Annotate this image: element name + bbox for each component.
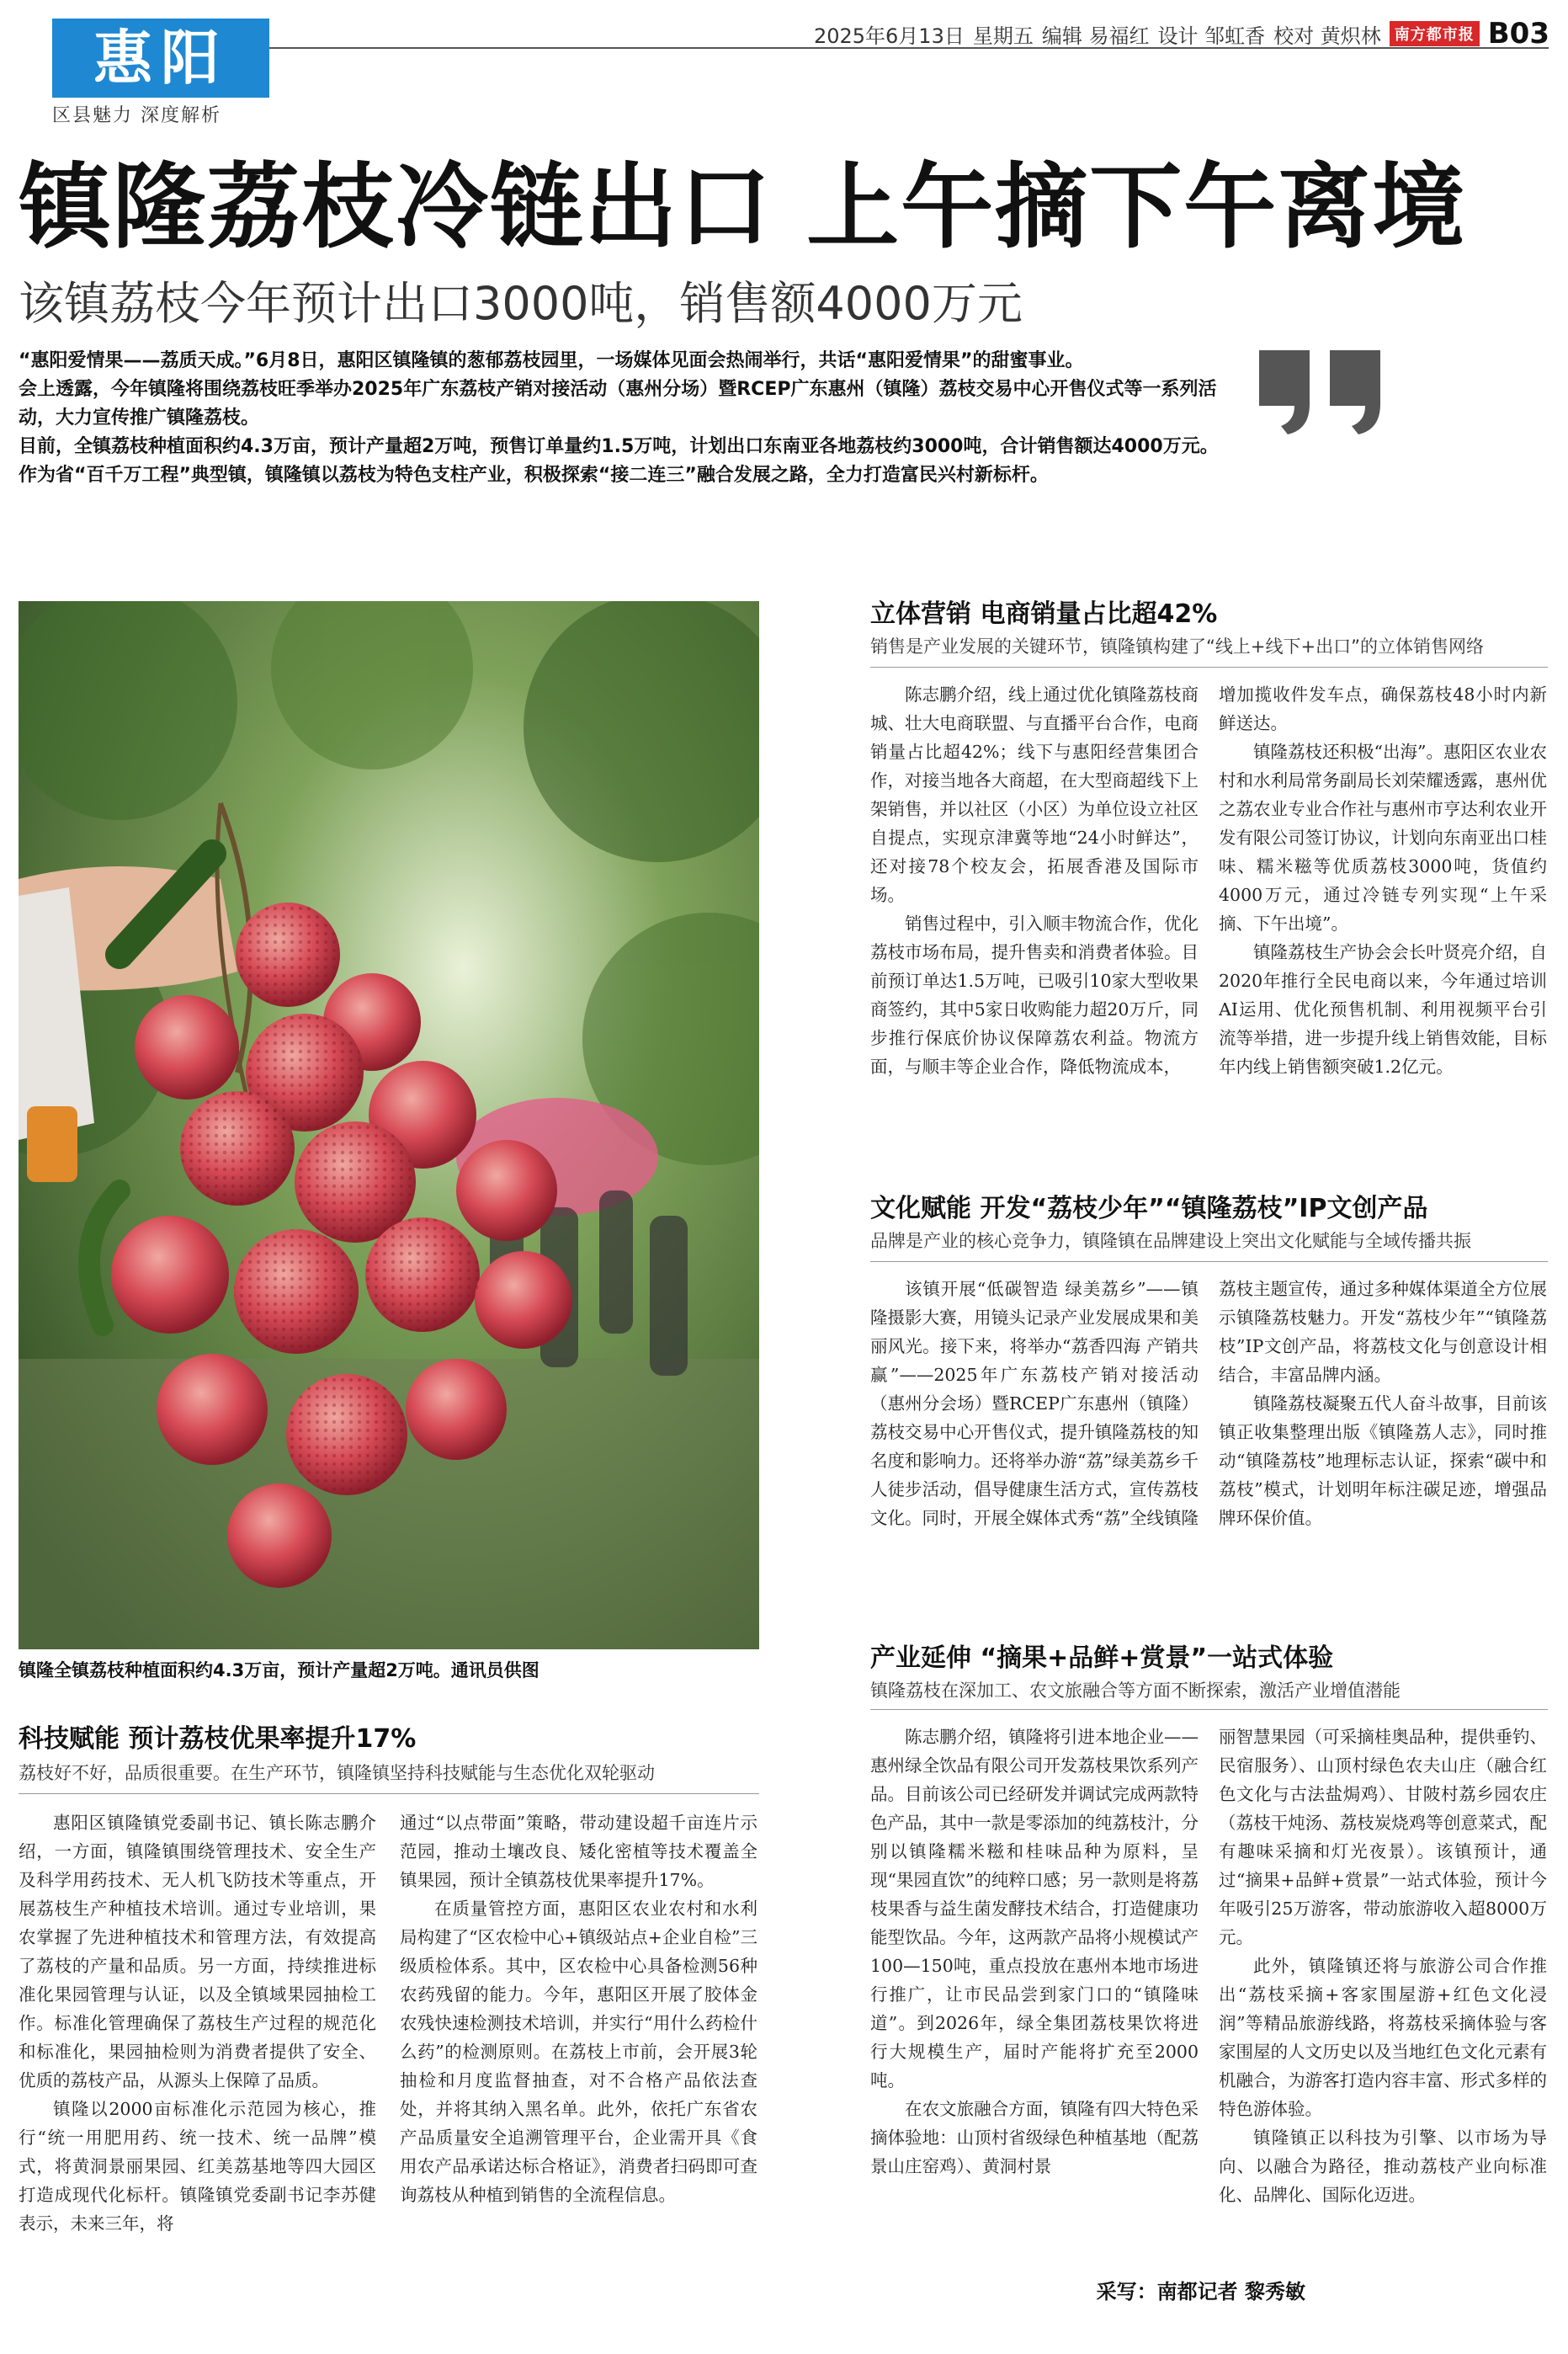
tech-column-1 [19, 1808, 376, 2339]
lead-paragraphs [19, 347, 1247, 490]
lead-paragraph: 目前，全镇荔枝种植面积约4.3万亩，预计产量超2万吨，预售订单量约1.5万吨，计划出口东南亚各地荔枝约3000吨，合计销售额达4000万元。 [19, 436, 1219, 457]
proofreader-credit: 校对 黄炽林 [1273, 24, 1381, 48]
industry-section-subtitle: 镇隆荔枝在深加工、农文旅融合等方面不断探索，激活产业增值潜能 [870, 1680, 1401, 1701]
marketing-column-2 [1219, 680, 1547, 1152]
lead-paragraph: 作为省“百千万工程”典型镇，镇隆镇以荔枝为特色支柱产业，积极探索“接二连三”融合发展之路，全力打造富民兴村新标杆。 [19, 465, 1049, 486]
lead-paragraph: 会上透露，今年镇隆将围绕荔枝旺季举办2025年广东荔枝产销对接活动（惠州分场）暨RCEP广东惠州（镇隆）荔枝交易中心开售仪式等一系列活动，大力宣传推广镇隆荔枝。 [19, 379, 1217, 429]
tech-section-title: 科技赋能 预计荔枝优果率提升17% [19, 1724, 417, 1754]
headline: 镇隆荔枝冷链出口 上午摘下午离境 [19, 153, 1467, 261]
culture-section-subtitle: 品牌是产业的核心竞争力，镇隆镇在品牌建设上突出文化赋能与全域传播共振 [870, 1231, 1471, 1251]
body-paragraph: 在质量管控方面，惠阳区农业农村和水利局构建了“区农检中心+镇级站点+企业自检”三级质检体系。其中，区农检中心具备检测56种农药残留的能力。今年，惠阳区开展了胶体金农残快速检测技术培训，并实行“用什么药检什么药”的检测原则。在荔枝上市前，会开展3轮抽检和月度监督抽查，对不合格产品依法查处，并将其纳入黑名单。此外，依托广东省农产品质量安全追溯管理平台，企业需开具《食用农产品承诺达标合格证》，消费者扫码即可查询荔枝从种植到销售的全流程信息。 [400, 1899, 757, 2205]
body-paragraph: 镇隆荔枝生产协会会长叶贤亮介绍，自2020年推行全民电商以来，今年通过培训AI运用、优化预售机制、利用视频平台引流等举措，进一步提升线上销售效能，目标年内线上销售额突破1.2亿元。 [1219, 942, 1547, 1077]
culture-column-1 [870, 1275, 1199, 1611]
divider [870, 1261, 1548, 1262]
marketing-section-title: 立体营销 电商销量占比超42% [870, 599, 1218, 629]
issue-weekday: 星期五 [972, 24, 1034, 48]
designer-credit: 设计 邹虹香 [1157, 24, 1266, 48]
body-paragraph: 镇隆以2000亩标准化示范园为核心，推行“统一用肥用药、统一技术、统一品牌”模式，将黄洞景丽果园、红美荔基地等四大园区打造成现代化标杆。镇隆镇党委副书记李苏健表示，未来三年，将 [19, 2099, 376, 2234]
body-paragraph: 此外，镇隆镇还将与旅游公司合作推出“荔枝采摘+客家围屋游+红色文化浸润”等精品旅游线路，将荔枝采摘体验与客家围屋的人文历史以及当地红色文化元素有机融合，为游客打造内容丰富、形式多样的特色游体验。 [1219, 1956, 1547, 2119]
body-paragraph: 陈志鹏介绍，镇隆将引进本地企业——惠州绿全饮品有限公司开发荔枝果饮系列产品。目前该公司已经研发并调试完成两款特色产品，其中一款是零添加的纯荔枝汁，分别以镇隆糯米糍和桂味品种为原料，呈现“果园直饮”的纯粹口感；另一款则是将荔枝果香与益生菌发酵技术结合，打造健康功能型饮品。今年，这两款产品将小规模试产100—150吨，重点投放在惠州本地市场进行推广，让市民品尝到家门口的“镇隆味道”。到2026年，绿全集团荔枝果饮将进行大规模生产，届时产能将扩充至2000吨。 [870, 1727, 1199, 2090]
subheadline: 该镇荔枝今年预计出口3000吨，销售额4000万元 [19, 277, 1023, 330]
page-number: B03 [1487, 17, 1549, 51]
body-paragraph: 镇隆荔枝凝聚五代人奋斗故事，目前该镇正收集整理出版《镇隆荔人志》，同时推动“镇隆荔枝”地理标志认证，探索“碳中和荔枝”模式，计划明年标注碳足迹，增强品牌环保价值。 [1219, 1393, 1547, 1528]
lead-paragraph: “惠阳爱情果——荔质天成。”6月8日，惠阳区镇隆镇的葱郁荔枝园里，一场媒体见面会热闹举行，共话“惠阳爱情果”的甜蜜事业。 [19, 350, 1084, 371]
body-paragraph: 销售过程中，引入顺丰物流合作，优化荔枝市场布局，提升售卖和消费者体验。目前预订单达1.5万吨，已吸引10家大型收果商签约，其中5家日收购能力超20万斤，同步推行保底价协议保障荔农利益。物流方面，与顺丰等企业合作，降低物流成本， [870, 913, 1199, 1077]
body-paragraph: 镇隆荔枝还积极“出海”。惠阳区农业农村和水利局常务副局长刘荣耀透露，惠州优之荔农业专业合作社与惠州市亨达利农业开发有限公司签订协议，计划向东南亚出口桂味、糯米糍等优质荔枝3000吨，货值约4000万元，通过冷链专列实现“上午采摘、下午出境”。 [1219, 742, 1547, 934]
marketing-column-1 [870, 680, 1199, 1152]
culture-section-title: 文化赋能 开发“荔枝少年”“镇隆荔枝”IP文创产品 [870, 1194, 1428, 1223]
photo-caption: 镇隆全镇荔枝种植面积约4.3万亩，预计产量超2万吨。通讯员供图 [19, 1660, 539, 1680]
body-paragraph: 镇隆镇正以科技为引擎、以市场为导向、以融合为路径，推动荔枝产业向标准化、品牌化、国际化迈进。 [1219, 2128, 1547, 2205]
paper-logo: 南方都市报 [1390, 21, 1480, 46]
divider [19, 1793, 759, 1794]
industry-column-2 [1219, 1723, 1547, 2261]
divider [870, 1709, 1548, 1710]
body-paragraph: 该镇开展“低碳智造 绿美荔乡”——镇隆摄影大赛，用镜头记录产业发展成果和美丽风光。接下来，将举办“荔香四海 产销共赢”——2025年广东荔枝产销对接活动（惠州分会场）暨RCEP广东惠州（镇隆）荔枝交易中心开售仪式，提升镇隆荔枝的知名度和影响力。还将举办游“荔”绿美荔乡千人徒步活动，倡导健康生活方式，宣传荔枝文化。同时，开展全媒体式秀“荔”全线镇隆 [870, 1279, 1199, 1528]
industry-section-title: 产业延伸 “摘果+品鲜+赏景”一站式体验 [870, 1643, 1334, 1673]
body-paragraph: 陈志鹏介绍，线上通过优化镇隆荔枝商城、壮大电商联盟、与直播平台合作，电商销量占比超42%；线下与惠阳经营集团合作，对接当地各大商超，在大型商超线下上架销售，并以社区（小区）为单位设立社区自提点，实现京津冀等地“24小时鲜达”，还对接78个校友会，拓展香港及国际市场。 [870, 684, 1199, 905]
section-tagline: 区县魅力 深度解析 [52, 105, 221, 126]
tech-section-subtitle: 荔枝好不好，品质很重要。在生产环节，镇隆镇坚持科技赋能与生态优化双轮驱动 [19, 1763, 655, 1783]
body-paragraph: 在农文旅融合方面，镇隆有四大特色采摘体验地：山顶村省级绿色种植基地（配荔景山庄窑鸡）、黄洞村景 [870, 2099, 1199, 2176]
marketing-section-subtitle: 销售是产业发展的关键环节，镇隆镇构建了“线上+线下+出口”的立体销售网络 [870, 636, 1484, 657]
byline: 采写：南都记者 黎秀敏 [1096, 2280, 1305, 2303]
folio [814, 17, 1549, 51]
lychee-photo [19, 601, 759, 1649]
body-paragraph: 通过“以点带面”策略，带动建设超千亩连片示范园，推动土壤改良、矮化密植等技术覆盖全镇果园，预计全镇荔枝优果率提升17%。 [400, 1813, 757, 1890]
divider [870, 667, 1548, 668]
body-paragraph: 丽智慧果园（可采摘桂奥品种，提供垂钓、民宿服务）、山顶村绿色农夫山庄（融合红色文化与古法盐焗鸡）、甘陂村荔乡园农庄（荔枝干炖汤、荔枝炭烧鸡等创意菜式，配有趣味采摘和灯光夜景）。该镇预计，通过“摘果+品鲜+赏景”一站式体验，预计今年吸引25万游客，带动旅游收入超8000万元。 [1219, 1727, 1547, 1947]
tech-column-2 [400, 1808, 757, 2339]
culture-column-2 [1219, 1275, 1547, 1611]
editor-credit: 编辑 易福红 [1041, 24, 1150, 48]
body-paragraph: 荔枝主题宣传，通过多种媒体渠道全方位展示镇隆荔枝魅力。开发“荔枝少年”“镇隆荔枝”IP文创产品，将荔枝文化与创意设计相结合，丰富品牌内涵。 [1219, 1279, 1547, 1385]
issue-date: 2025年6月13日 [813, 24, 965, 48]
industry-column-1 [870, 1723, 1199, 2303]
quote-mark-icon [1254, 345, 1389, 438]
section-name-box: 惠阳 [52, 19, 269, 98]
body-paragraph: 增加揽收件发车点，确保荔枝48小时内新鲜送达。 [1219, 684, 1547, 733]
body-paragraph: 惠阳区镇隆镇党委副书记、镇长陈志鹏介绍，一方面，镇隆镇围绕管理技术、安全生产及科学用药技术、无人机飞防技术等重点，开展荔枝生产种植技术培训。通过专业培训，果农掌握了先进种植技术和管理方法，有效提高了荔枝的产量和品质。另一方面，持续推进标准化果园管理与认证，以及全镇域果园抽检工作。标准化管理确保了荔枝生产过程的规范化和标准化，果园抽检则为消费者提供了安全、优质的荔枝产品，从源头上保障了品质。 [19, 1813, 376, 2090]
